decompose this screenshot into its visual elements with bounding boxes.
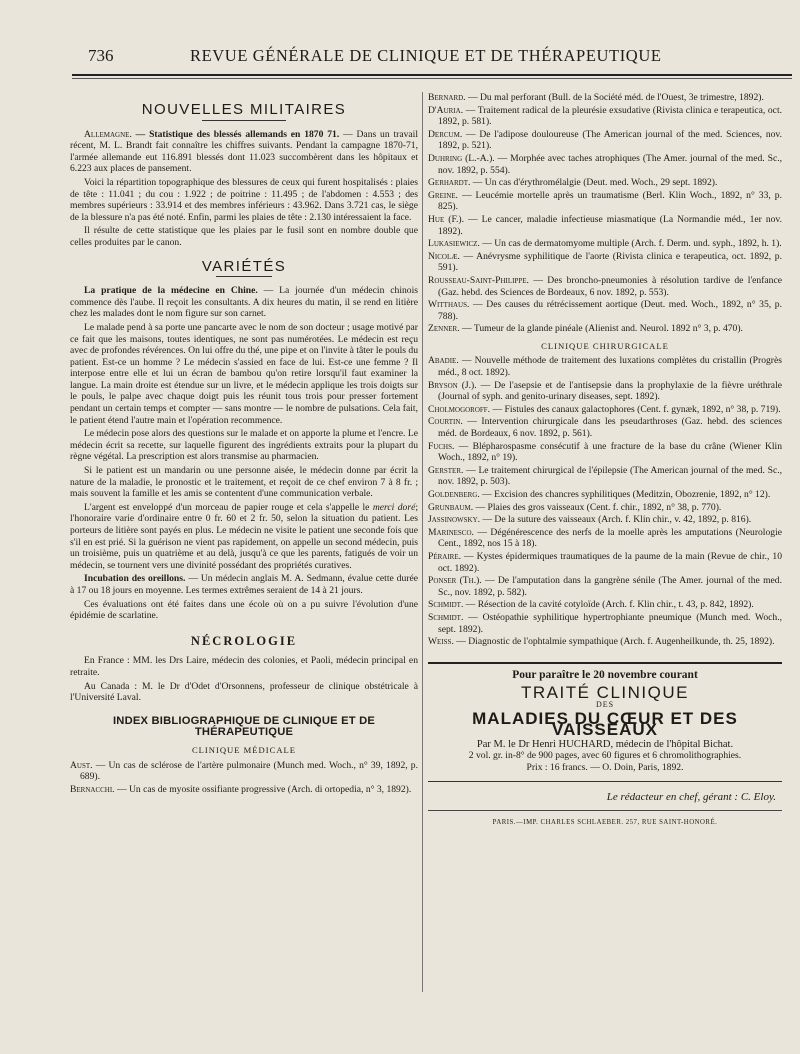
reference-text: — Morphée avec taches atrophiques (The Amer. journal of the med. Sc., nov. 1892, p. 554).: [438, 152, 782, 176]
reference-text: — Blépharospasme consécutif à une fracture de la base du crâne (Wiener Klin Woch., 1892, n° 19).: [438, 440, 782, 464]
clinique-medicale-head: CLINIQUE MÉDICALE: [191, 744, 297, 755]
reference-author: Fuchs.: [428, 440, 455, 452]
reference-text: — Des causes du rétrécissement aortique (Deut. med. Woch., 1892, n° 35, p. 788).: [438, 299, 782, 322]
reference-text: — Anévrysme syphilitique de l'aorte (Rivista clinica e terapeutica, oct. 1892, p. 591).: [438, 250, 782, 274]
article-text: — Un médecin anglais M. A. Sedmann, évalue cette durée à 17 ou 18 jours en moyenne. Les termes extrêmes seraient de 14 à 21 jours.: [70, 573, 418, 596]
right-column: [428, 92, 782, 829]
ad-bottom-rule: [428, 781, 782, 782]
reference-text: — Diagnostic de l'ophtalmie sympathique (Arch. f. Augenheilkunde, th. 25, 1892).: [456, 636, 775, 648]
necrologie-paragraph: En France : MM. les Drs Laire, médecin des colonies, et Paoli, médecin principal en retraite.: [70, 655, 418, 678]
reference-author: Witthaus.: [428, 299, 470, 311]
reference-entry: [428, 502, 782, 514]
varietes-paragraph: Si le patient est un mandarin ou une personne aisée, le médecin donne par écrit la nature de la maladie, le pronostic et le traitement, et reçoit de ce chef environ 7 à 8 fr. ; mais souvent la famille et les amis se contentent d'une communication verbale.: [70, 465, 418, 500]
article-title: Incubation des oreillons.: [84, 573, 186, 585]
reference-entry: [428, 251, 782, 274]
reference-text: — Nouvelle méthode de traitement des luxations complètes du cristallin (Progrès méd., 8 oct. 1892).: [438, 355, 782, 379]
varietes-paragraph: Ces évaluations ont été faites dans une école où on a pu suivre l'évolution d'une épidémie de scarlatine.: [70, 598, 418, 622]
article-title: — Statistique des blessés allemands en 1870 71.: [135, 128, 340, 140]
imprint-line: PARIS.—IMP. CHARLES SCHLAEBER. 257, RUE SAINT-HONORÉ.: [492, 819, 718, 827]
reference-entry: [428, 238, 782, 250]
reference-entry: [428, 416, 782, 439]
reference-text: — Le cancer, maladie infectieuse miasmatique (La Normandie méd., 1er nov. 1892).: [438, 213, 783, 237]
reference-entry: [428, 514, 782, 526]
reference-entry: [70, 784, 418, 796]
reference-author: Cholmogoroff.: [428, 403, 491, 415]
reference-entry: [428, 105, 782, 128]
militaires-paragraph: Il résulte de cette statistique que les plaies par le fusil sont en nombre double que celles produites par le canon.: [70, 225, 418, 248]
left-reference-list: [70, 760, 418, 796]
reference-author: Jassinowsky.: [428, 514, 481, 526]
varietes-paragraph: Le médecin pose alors des questions sur le malade et on apporte la plume et l'encre. Le médecin écrit sa recette, sur laquelle figurent des ingrédients extraits pour la plupart du règne végétal. La prescription est alors transmise au pharmacien.: [70, 428, 418, 463]
reference-entry: [428, 275, 782, 298]
text-run: ; l'honoraire varie d'ordinaire entre 0 fr. 60 et 2 fr. 50, selon la situation du patient. Les porteurs de litière sont payés en plus. Le médecin ne visite le patient une seconde fois que s'il en est prié. Si la guérison ne vient pas rapidement, on appelle un second médecin, puis un troisième, puis un quatrième et au delà, jusqu'à ce que les parents, fatigués de voir un médecin, se tournent vers une divinité possédant des propriétés curatives.: [70, 501, 418, 571]
reference-entry: [428, 92, 782, 104]
reference-author: Goldenberg.: [428, 489, 480, 500]
reference-author: Hue (F.).: [428, 213, 465, 225]
necrologie-title: NÉCROLOGIE: [190, 633, 298, 648]
reference-entry: [428, 190, 782, 213]
ad-details: 2 vol. gr. in-8° de 900 pages, avec 60 figures et 6 chromolithographies.: [468, 750, 742, 762]
reference-text: — Résection de la cavité cotyloïde (Arch. f. Klin chir., t. 43, p. 842, 1892).: [465, 599, 754, 611]
reference-entry: [428, 441, 782, 464]
reference-text: — Fistules des canaux galactophores (Cent. f. gynæk, 1892, n° 38, p. 719).: [492, 403, 781, 415]
ad-title-des: DES: [595, 699, 615, 709]
reference-author: Ponser (Th.).: [428, 575, 482, 587]
reference-author: Bryson (J.).: [428, 379, 477, 391]
page-header: [0, 40, 800, 74]
reference-text: — De l'amputation dans la gangrène sénile (The Amer. journal of the med. Sc., nov. 1892, p. 582).: [438, 575, 782, 598]
reference-text: — Leucémie mortelle après un traumatisme (Berl. Klin Woch., 1892, n° 33, p. 825).: [438, 189, 782, 213]
ad-price: Prix : 16 francs. — O. Doin, Paris, 1892.: [526, 761, 684, 773]
reference-entry: [428, 575, 782, 598]
editor-signature: Le rédacteur en chef, gérant : C. Eloy.: [606, 791, 776, 804]
reference-author: Weiss.: [428, 636, 454, 648]
reference-author: Dercum.: [428, 128, 463, 140]
italic-term: merci doré: [372, 501, 416, 513]
reference-text: — Ostéopathie syphilitique hypertrophiante pneumique (Munch med. Woch., sept. 1892).: [438, 611, 782, 635]
right-reference-list: [428, 92, 782, 335]
reference-author: Bernacchi.: [70, 783, 115, 795]
reference-entry: [428, 129, 782, 152]
militaires-title: NOUVELLES MILITAIRES: [141, 101, 347, 118]
reference-text: — De la suture des vaisseaux (Arch. f. Klin chir., v. 42, 1892, p. 816).: [482, 514, 752, 526]
reference-text: — Tumeur de la glande pinéale (Alienist and. Neurol. 1892 n° 3, p. 470).: [462, 323, 743, 335]
reference-author: Gerhardt.: [428, 177, 471, 189]
reference-entry: [428, 465, 782, 488]
reference-author: D'Auria.: [428, 104, 464, 116]
militaires-lead: [70, 129, 418, 175]
reference-author: Zenner.: [428, 323, 460, 335]
reference-author: Marinesco.: [428, 526, 474, 538]
column-separator: [422, 92, 423, 992]
reference-author: Duhring (L.-A.).: [428, 152, 495, 164]
left-column: [70, 92, 418, 796]
reference-author: Abadie.: [428, 355, 459, 367]
reference-entry: [428, 299, 782, 322]
reference-entry: [428, 177, 782, 189]
article-text: — La journée d'un médecin chinois commence dès l'aube. Il reçoit les consultants. A dix heures du matin, il se rend en litière chez les malades dont le nom figure sur son carnet.: [70, 285, 418, 320]
ad-rule: [428, 662, 782, 664]
varietes-paragraph: Le malade pend à sa porte une pancarte avec le nom de son docteur ; usage motivé par ce fait que les maisons, toutes identiques, ne sont pas numérotées. Le médecin est reçu avec de profondes révérences. On lui offre du thé, une pipe et on l'invite à tâter le pouls du patient. Est-ce un homme ? Le médecin s'assied en face de lui. Est-ce une femme ? Il interpose entre elle et lui un écran de bambou qu'on retire lorsqu'il faut examiner la langue. La main droite est étendue sur un livre, et le médecin applique les trois doigts sur le pouls, le palpe avec chaque doigt puis les réunit tous trois pour presser fortement pendant un certain temps et compter — sans montre — le nombre de pulsations. Cela fait, le patient étend l'autre main et l'opération recommence.: [70, 321, 418, 426]
reference-text: — Un cas de sclérose de l'artère pulmonaire (Munch med. Woch., n° 39, 1892, p. 689).: [80, 759, 418, 783]
reference-text: — Un cas de myosite ossifiante progressive (Arch. di ortopedia, n° 3, 1892).: [116, 783, 412, 795]
reference-entry: [428, 612, 782, 635]
reference-text: — Traitement radical de la pleurésie exsudative (Rivista clinica e terapeutica, oct. 1892, p. 581).: [438, 104, 783, 128]
varietes-title: VARIÉTÉS: [201, 257, 287, 275]
reference-author: Nicolæ.: [428, 250, 460, 262]
reference-entry: [428, 551, 782, 574]
reference-text: — Un cas de dermatomyome multiple (Arch. f. Derm. und. syph., 1892, h. 1).: [482, 238, 782, 250]
ad-title-line1: TRAITÉ CLINIQUE: [521, 683, 689, 703]
header-rule-thin: [72, 78, 792, 79]
reference-author: Schmidt.: [428, 599, 464, 611]
ad-announcement: Pour paraître le 20 novembre courant: [512, 668, 698, 681]
reference-entry: [428, 489, 782, 501]
section-rule: [216, 276, 272, 277]
reference-text: — Kystes épidermiques traumatiques de la paume de la main (Revue de chir., 10 oct. 1892).: [438, 550, 782, 574]
article-title: La pratique de la médecine en Chine.: [84, 285, 258, 297]
chirurgicale-reference-list: [428, 355, 782, 647]
reference-text: — De l'adipose douloureuse (The American journal of the med. Sciences, nov. 1892, p. 521).: [438, 128, 782, 152]
reference-author: Grunbaum.: [428, 501, 474, 513]
reference-author: Bernard.: [428, 92, 466, 103]
reference-text: — Le traitement chirurgical de l'épilepsie (The American journal of the med. Sc., nov. 1892, p. 503).: [438, 464, 782, 488]
section-rule: [202, 120, 286, 121]
reference-author: Lukasiewicz.: [428, 238, 480, 250]
page-number: 736: [88, 46, 114, 65]
necrologie-paragraph: Au Canada : M. le Dr d'Odet d'Orsonnens, professeur de clinique obstétricale à l'Université Laval.: [70, 680, 418, 704]
reference-entry: [428, 599, 782, 611]
reference-text: — Intervention chirurgicale dans les pseudarthroses (Gaz. hebd. des sciences méd. de Bordeaux, 6 nov. 1892, p. 561).: [438, 416, 782, 440]
header-rule: [72, 74, 792, 76]
varietes-paragraph: [70, 573, 418, 596]
reference-author: Courtin.: [428, 416, 463, 428]
article-text: — Dans un travail récent, M. L. Brandt fait connaître les chiffres suivants. Pendant la campagne 1870-71, l'armée allemande eut 116.891 blessés dont 11.023 succombèrent dans les hôpitaux et 6.223 aux places de pansement.: [70, 128, 418, 175]
varietes-lead: [70, 285, 418, 320]
reference-entry: [428, 380, 782, 403]
reference-entry: [428, 153, 782, 176]
varietes-paragraph: [70, 502, 418, 572]
reference-author: Schmidt.: [428, 611, 464, 623]
reference-author: Greine.: [428, 189, 458, 201]
reference-text: — De l'asepsie et de l'antisepsie dans la prophylaxie de la fièvre uréthrale (Journal of syph. and genito-urinary diseases, sept. 1892).: [438, 379, 782, 403]
reference-text: — Un cas d'érythromélalgie (Deut. med. Woch., 29 sept. 1892).: [472, 177, 718, 189]
clinique-chirurgicale-head: CLINIQUE CHIRURGICALE: [541, 340, 669, 351]
reference-text: — Du mal perforant (Bull. de la Société méd. de l'Ouest, 3e trimestre, 1892).: [467, 92, 764, 103]
reference-entry: [70, 760, 418, 783]
reference-author: Aust.: [70, 759, 93, 771]
running-title: REVUE GÉNÉRALE DE CLINIQUE ET DE THÉRAPEUTIQUE: [190, 46, 662, 65]
reference-entry: [428, 404, 782, 416]
country-label: Allemagne.: [84, 128, 132, 140]
reference-author: Péraire.: [428, 550, 462, 562]
ad-author: Par M. le Dr Henri HUCHARD, médecin de l'hôpital Bichat.: [476, 738, 734, 750]
ad-title-line2: MALADIES DU CŒUR ET DES VAISSEAUX: [472, 708, 738, 740]
footer-rule: [428, 810, 782, 811]
reference-author: Gerster.: [428, 464, 464, 476]
reference-text: — Des broncho-pneumonies à résolution tardive de l'enfance (Gaz. hebd. des Sciences de Bordeaux, 6 nov. 1892, p. 553).: [438, 274, 782, 298]
reference-text: — Plaies des gros vaisseaux (Cent. f. chir., 1892, n° 38, p. 770).: [475, 501, 722, 513]
reference-entry: [428, 636, 782, 648]
reference-entry: [428, 527, 782, 550]
reference-entry: [428, 214, 782, 237]
index-title: INDEX BIBLIOGRAPHIQUE DE CLINIQUE ET DE THÉRAPEUTIQUE: [112, 714, 376, 739]
reference-author: Rousseau-Saint-Philippe.: [428, 274, 529, 286]
militaires-paragraph: Voici la répartition topographique des blessures de ceux qui furent hospitalisés : plaies de tête : 11.041 ; du cou : 1.922 ; de poitrine : 11.495 ; de l'abdomen : 4.553 ; des membres supérieurs : 33.914 et des membres inférieurs : 43.962. Dans 3.721 cas, le siège de la blessure n'a pas été noté. Enfin, parmi les plaies de tête : 2.130 intéressaient la face.: [70, 176, 418, 223]
reference-entry: [428, 355, 782, 378]
reference-text: — Excision des chancres syphilitiques (Meditzin, Obozrenie, 1892, n° 12).: [482, 489, 771, 500]
reference-text: — Dégénérescence des nerfs de la moelle après les amputations (Neurologie Cent., 1892, nos 15 à 18).: [438, 526, 782, 550]
reference-entry: [428, 323, 782, 335]
text-run: L'argent est enveloppé d'un morceau de papier rouge et cela s'appelle le: [84, 501, 370, 513]
